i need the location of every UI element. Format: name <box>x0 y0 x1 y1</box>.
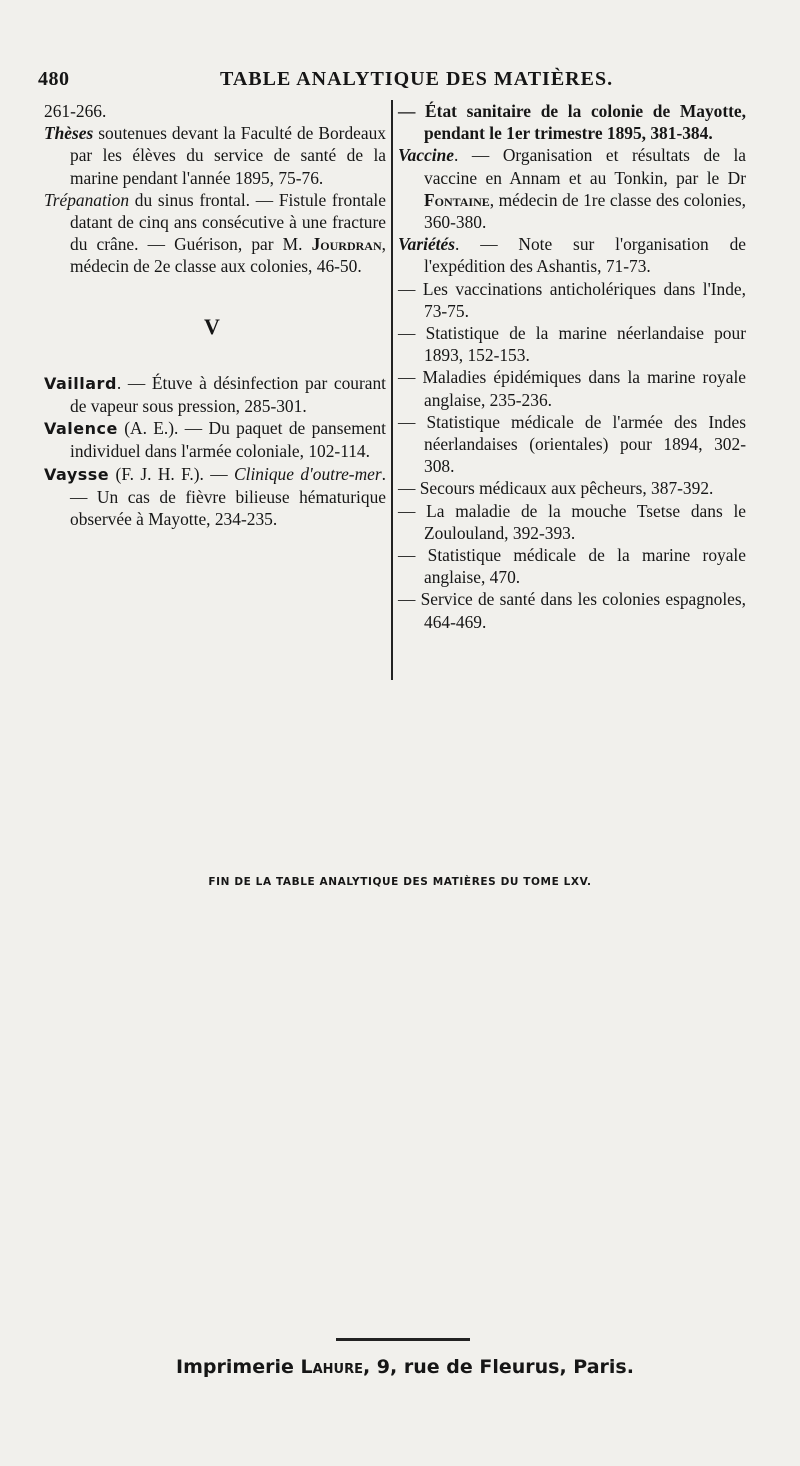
entry-trepanation: Trépanation du sinus frontal. — Fistule frontale datant de cinq ans consécutive à une fracture du crâne. — Guérison, par M. Jourdran, médecin de 2e classe aux colonies, 46-50. <box>44 189 386 277</box>
list-item: — Secours médicaux aux pêcheurs, 387-392. <box>398 478 714 499</box>
entry-valence: Valence (A. E.). — Du paquet de pansement individuel dans l'armée coloniale, 102-114. <box>44 418 386 462</box>
list-item: — La maladie de la mouche Tsetse dans le Zoulouland, 392-393. <box>398 500 746 543</box>
printer-imprint: Imprimerie Lahure, 9, rue de Fleurus, Paris. <box>176 1356 634 1378</box>
list-item: — Service de santé dans les colonies espagnoles, 464-469. <box>398 589 746 632</box>
entry-vaysse: Vaysse (F. J. H. F.). — Clinique d'outre-mer. — Un cas de fièvre bilieuse hématurique observée à Mayotte, 234-235. <box>44 463 387 530</box>
section-letter: V <box>204 313 220 339</box>
list-item: — Statistique médicale de la marine royale anglaise, 470. <box>398 545 746 588</box>
footer-rule <box>336 1338 470 1341</box>
list-item: — Statistique de la marine néerlandaise pour 1893, 152-153. <box>398 323 746 366</box>
entry-theses: Thèses soutenues devant la Faculté de Bordeaux par les élèves du service de santé de la marine pendant l'année 1895, 75-76. <box>44 123 386 188</box>
left-column <box>44 100 386 530</box>
continuation-entry: 261-266. <box>44 101 107 121</box>
end-of-table-note: FIN DE LA TABLE ANALYTIQUE DES MATIÈRES DU TOME LXV. <box>208 876 592 888</box>
list-item: — Maladies épidémiques dans la marine royale anglaise, 235-236. <box>398 367 746 410</box>
running-title: TABLE ANALYTIQUE DES MATIÈRES. <box>220 68 614 90</box>
list-item: — Statistique médicale de l'armée des Indes néerlandaises (orientales) pour 1894, 302-308. <box>398 411 746 477</box>
entry-vaccine: Vaccine. — Organisation et résultats de la vaccine en Annam et au Tonkin, par le Dr Fontaine, médecin de 1re classe des colonies, 360-380. <box>398 145 746 233</box>
entry-varietes: Variétés. — Note sur l'organisation de l'expédition des Ashantis, 71-73. <box>398 234 746 277</box>
column-divider <box>391 100 393 680</box>
list-item: — Les vaccinations anticholériques dans l'Inde, 73-75. <box>398 278 746 321</box>
page-header <box>38 68 758 98</box>
right-column <box>398 100 746 633</box>
page-number: 480 <box>38 68 70 90</box>
entry-vaillard: Vaillard. — Étuve à désinfection par courant de vapeur sous pression, 285-301. <box>44 372 386 417</box>
entry-mayotte: — État sanitaire de la colonie de Mayotte, pendant le 1er trimestre 1895, 381-384. <box>398 101 746 144</box>
